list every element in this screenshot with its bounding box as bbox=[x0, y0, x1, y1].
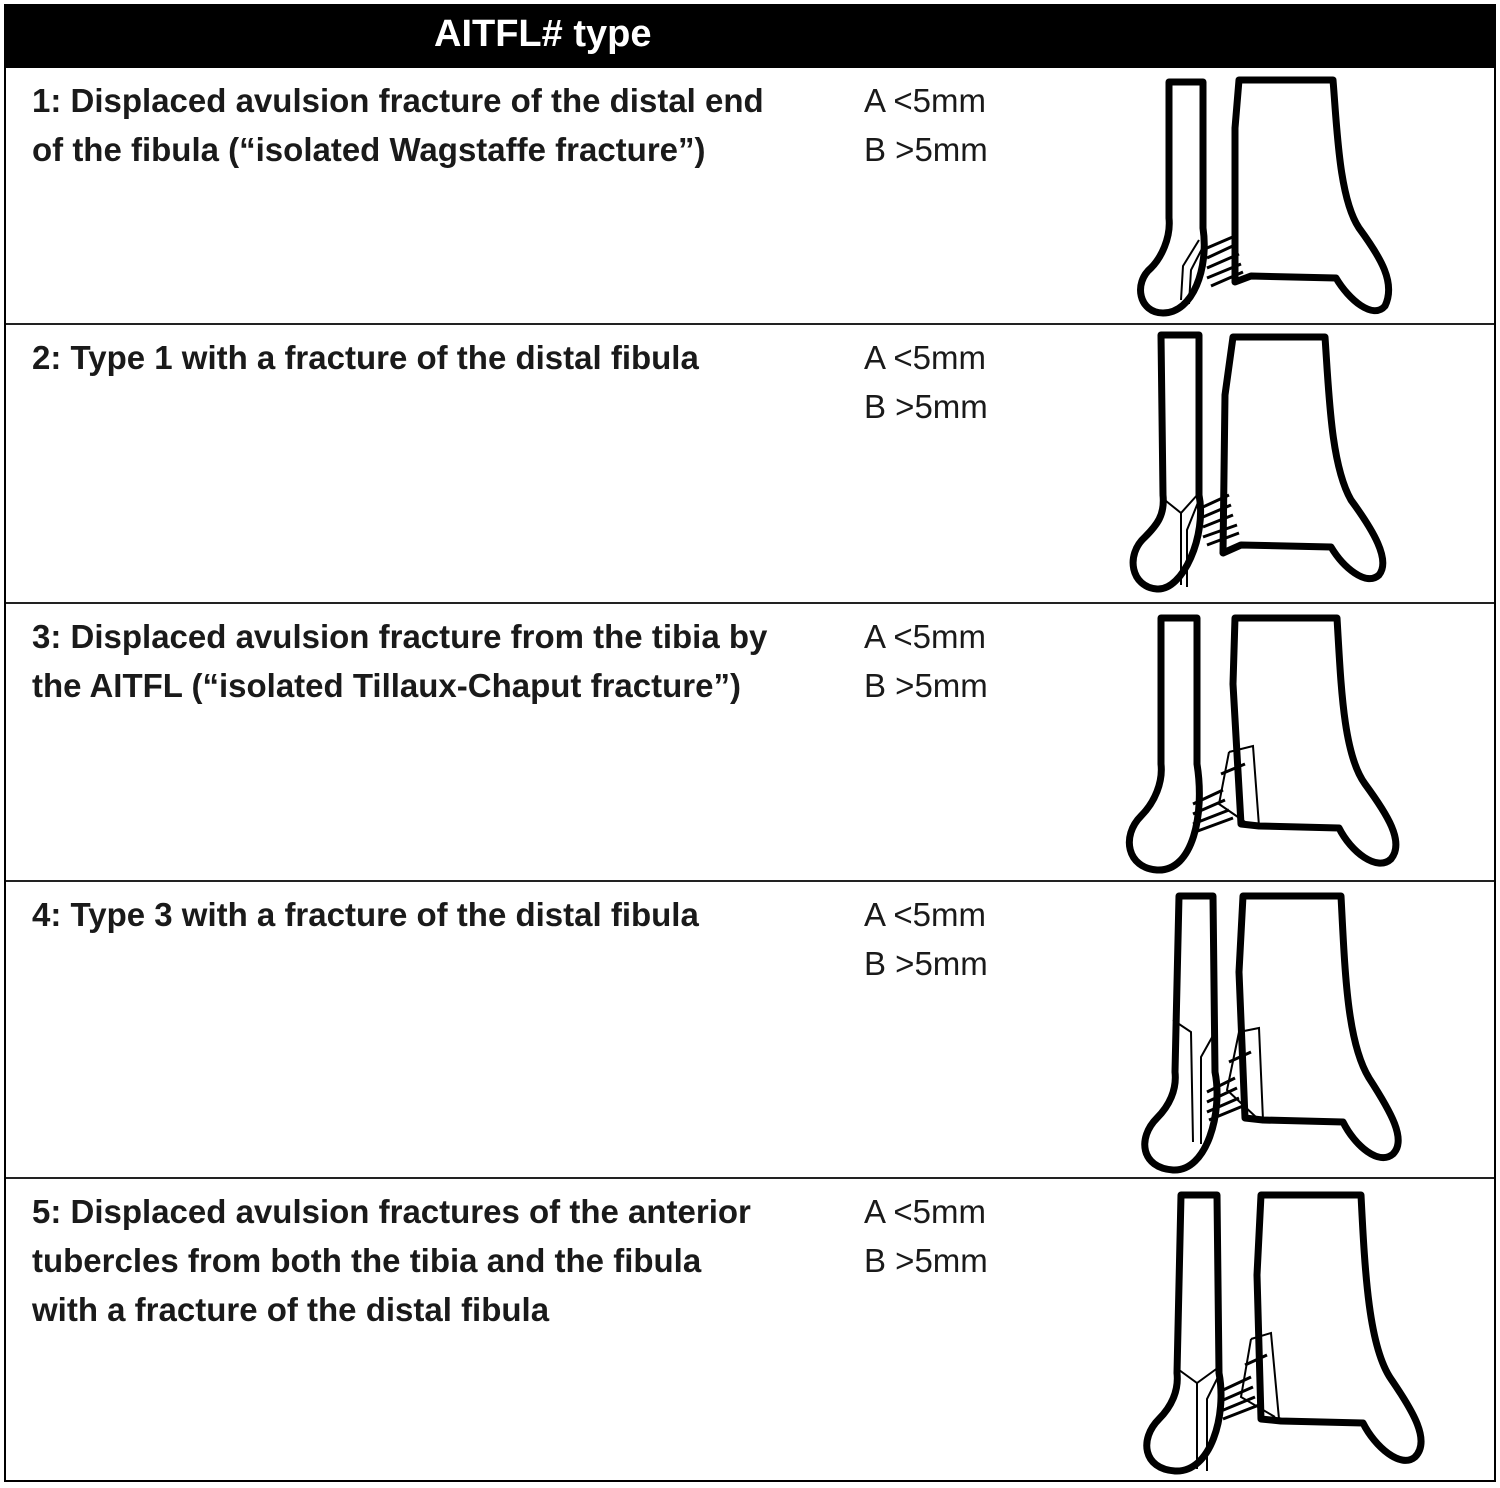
table-header bbox=[6, 4, 1494, 68]
grade-b: B >5mm bbox=[864, 667, 988, 704]
table-row-type-2 bbox=[6, 325, 1494, 604]
row-description: 3: Displaced avulsion fracture from the tibia by the AITFL (“isolated Tillaux-Chaput fracture”) bbox=[32, 618, 768, 704]
grade-a: A <5mm bbox=[864, 339, 986, 376]
grade-a: A <5mm bbox=[864, 1193, 986, 1230]
row-description: 1: Displaced avulsion fracture of the distal end of the fibula (“isolated Wagstaffe fracture”) bbox=[32, 82, 764, 168]
grade-a: A <5mm bbox=[864, 82, 986, 119]
row-description: 4: Type 3 with a fracture of the distal fibula bbox=[32, 896, 699, 933]
grade-b: B >5mm bbox=[864, 945, 988, 982]
row-description: 5: Displaced avulsion fractures of the anterior tubercles from both the tibia and the fibula with a fracture of the distal fibula bbox=[32, 1193, 751, 1328]
row-grades bbox=[864, 1187, 988, 1285]
table-row-type-4 bbox=[6, 882, 1494, 1179]
ankle-type-3-icon bbox=[1111, 604, 1411, 880]
row-description: 2: Type 1 with a fracture of the distal fibula bbox=[32, 339, 699, 376]
grade-b: B >5mm bbox=[864, 131, 988, 168]
row-grades bbox=[864, 76, 988, 174]
ankle-type-1-icon bbox=[1111, 68, 1411, 323]
table-row-type-5 bbox=[6, 1179, 1494, 1481]
ankle-type-5-icon bbox=[1111, 1179, 1431, 1479]
grade-a: A <5mm bbox=[864, 896, 986, 933]
table-row-type-3 bbox=[6, 604, 1494, 882]
row-grades bbox=[864, 612, 988, 710]
grade-a: A <5mm bbox=[864, 618, 986, 655]
ankle-type-4-icon bbox=[1111, 882, 1411, 1177]
aitfl-classification-table bbox=[4, 4, 1496, 1482]
row-grades bbox=[864, 890, 988, 988]
grade-b: B >5mm bbox=[864, 1242, 988, 1279]
ankle-type-2-icon bbox=[1111, 325, 1411, 602]
table-title: AITFL# type bbox=[434, 13, 652, 55]
row-grades bbox=[864, 333, 988, 431]
grade-b: B >5mm bbox=[864, 388, 988, 425]
table-row-type-1 bbox=[6, 68, 1494, 325]
